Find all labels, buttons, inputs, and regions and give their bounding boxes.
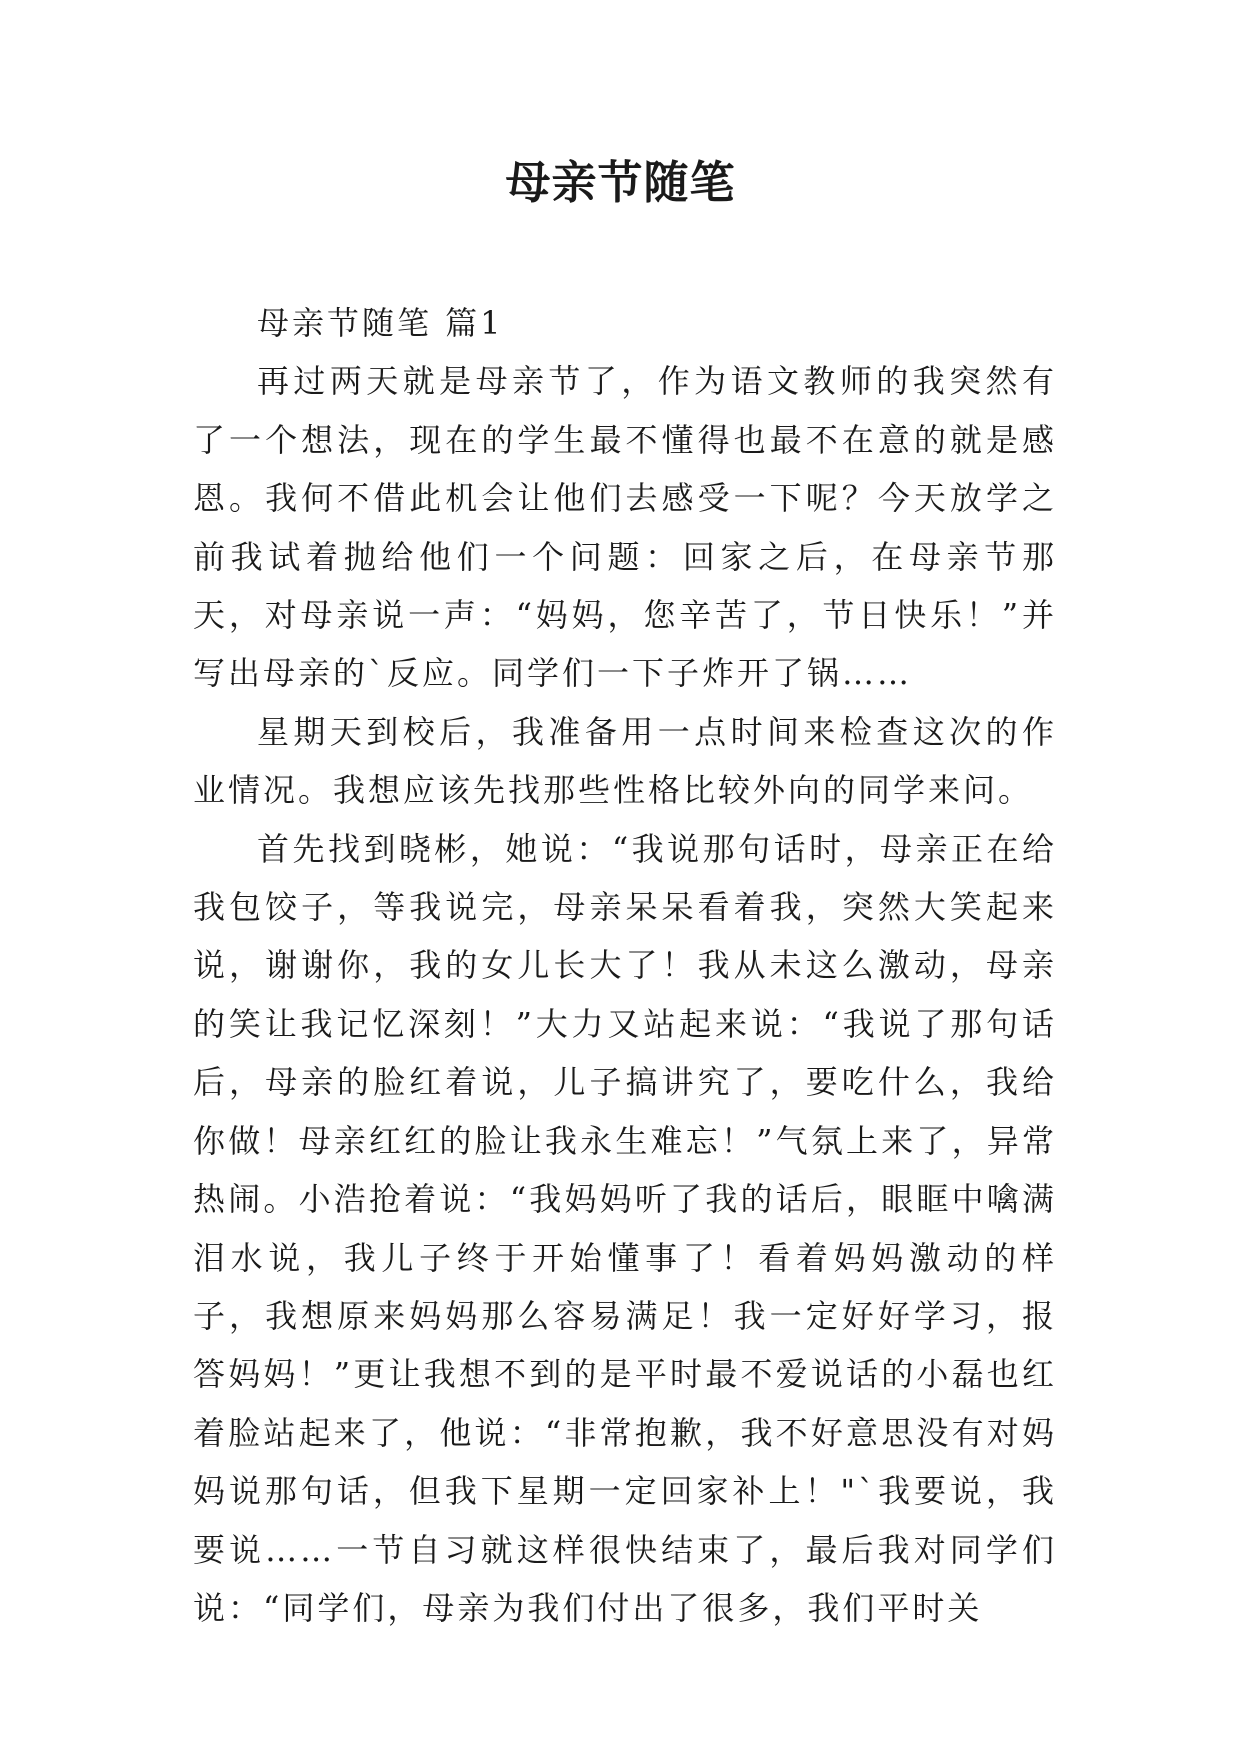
paragraph-1: 再过两天就是母亲节了，作为语文教师的我突然有了一个想法，现在的学生最不懂得也最不在意的就是感恩。我何不借此机会让他们去感受一下呢？今天放学之前我试着抛给他们一个问题：回家之后，在母亲节那天，对母亲说一声：“妈妈，您辛苦了，节日快乐！”并写出母亲的`反应。同学们一下子炸开了锅…… — [193, 362, 1057, 693]
section-heading: 母亲节随笔 篇1 — [257, 304, 504, 342]
paragraph-3: 首先找到晓彬，她说：“我说那句话时，母亲正在给我包饺子，等我说完，母亲呆呆看着我，突然大笑起来说，谢谢你，我的女儿长大了！我从未这么激动，母亲的笑让我记忆深刻！”大力又站起来说：“我说了那句话后，母亲的脸红着说，儿子搞讲究了，要吃什么，我给你做！母亲红红的脸让我永生难忘！”气氛上来了，异常热闹。小浩抢着说：“我妈妈听了我的话后，眼眶中噙满泪水说，我儿子终于开始懂事了！看着妈妈激动的样子，我想原来妈妈那么容易满足！我一定好好学习，报答妈妈！”更让我想不到的是平时最不爱说话的小磊也红着脸站起来了，他说：“非常抱歉，我不好意思没有对妈妈说那句话，但我下星期一定回家补上！"`我要说，我要说……一节自习就这样很快结束了，最后我对同学们说：“同学们，母亲为我们付出了很多，我们平时关 — [193, 829, 1057, 1627]
paragraph-2: 星期天到校后，我准备用一点时间来检查这次的作业情况。我想应该先找那些性格比较外向的同学来问。 — [193, 712, 1057, 810]
document-title: 母亲节随笔 — [505, 156, 736, 209]
document-body — [193, 294, 1057, 1637]
